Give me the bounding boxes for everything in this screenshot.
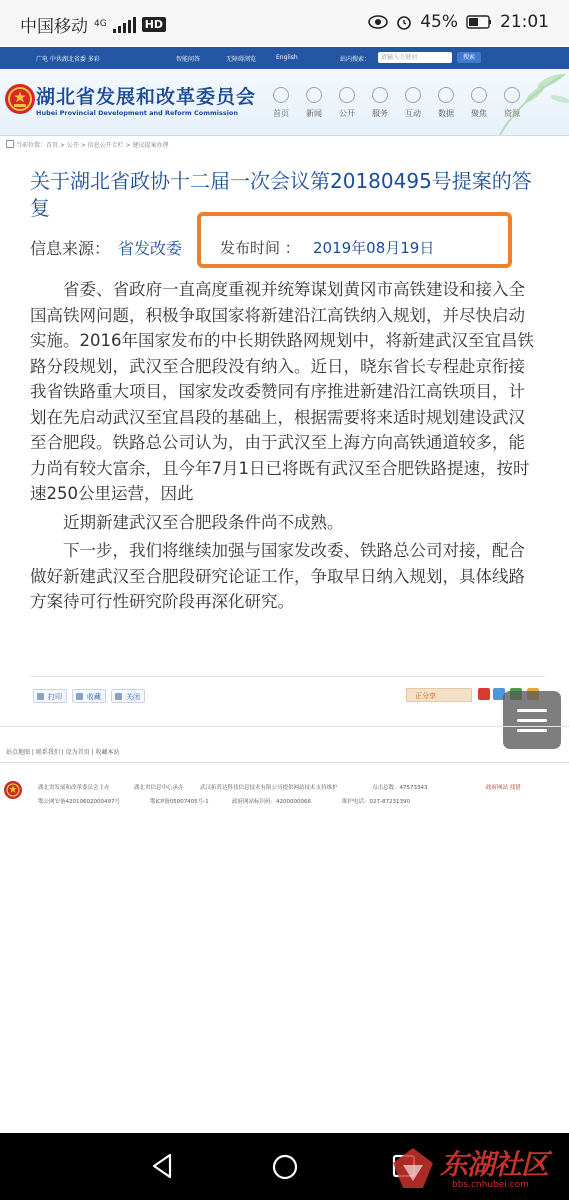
print-button[interactable]: 打印 — [33, 689, 67, 703]
close-button[interactable]: 关闭 — [111, 689, 145, 703]
forum-logo-icon — [388, 1143, 438, 1193]
national-emblem-icon — [4, 82, 36, 116]
top-link-accessibility[interactable]: 无障碍浏览 — [226, 56, 257, 63]
favorite-button[interactable]: 收藏 — [72, 689, 106, 703]
footer-emblem-icon — [3, 778, 23, 802]
nav-service[interactable]: 服务 — [365, 87, 395, 119]
weibo-share-icon[interactable] — [478, 688, 490, 700]
divider — [0, 726, 569, 727]
share-button[interactable]: 正分享 — [406, 688, 472, 702]
nav-focus[interactable]: 聚焦 — [464, 87, 494, 119]
article-body — [30, 277, 535, 615]
footer-text: 湖北省信息中心承办 — [134, 785, 184, 791]
site-title-en: Hubei Provincial Development and Reform Commission — [36, 109, 239, 117]
battery-icon — [466, 15, 492, 29]
network-type: 4G — [94, 19, 107, 29]
footer-text: 政府网站标识码：4200000066 — [232, 799, 311, 805]
floating-menu-button[interactable] — [503, 691, 561, 749]
divider — [0, 762, 569, 763]
source-label: 信息来源： — [30, 239, 111, 258]
eye-icon — [368, 15, 388, 29]
footer-text[interactable]: 鄂ICP备05007405号-1 — [150, 799, 209, 805]
nav-resource[interactable]: 资源 — [497, 87, 527, 119]
status-left — [20, 12, 166, 37]
footer-text: 湖北省发展和改革委员会主办 — [38, 785, 110, 791]
alarm-icon — [396, 14, 412, 30]
top-left-text[interactable]: 广电 中共湖北省委 多彩 — [36, 56, 100, 63]
nav-interact[interactable]: 互动 — [398, 87, 428, 119]
back-icon[interactable] — [150, 1153, 174, 1179]
search-input[interactable]: 请输入关键词 — [378, 52, 452, 63]
publish-time-label: 发布时间 ： — [220, 239, 300, 257]
footer-text: 点击总数：47573343 — [372, 785, 428, 791]
article-title: 关于湖北省政协十二届一次会议第20180495号提案的答复 — [30, 169, 532, 220]
footer-text: 武汉拓普达科技信息技术有限公司提供网站技术支持维护 — [200, 785, 338, 791]
home-icon — [273, 87, 289, 103]
data-icon — [438, 87, 454, 103]
hd-badge: HD — [142, 17, 166, 32]
article-paragraph: 省委、省政府一直高度重视并统筹谋划黄冈市高铁建设和接入全国高铁网问题，积极争取国家将新建沿江高铁纳入规划，并尽快启动实施。2016年国家发布的中长期铁路网规划中，将新建武汉至宜昌铁路分段规划，武汉至合肥段没有纳入。近日，晓东省长专程赴京衔接我省铁路重大项目，国家发改委赞同有序推进新建沿江高铁项目，计划在先启动武汉至宜昌段的基础上，根据需要将来适时规划建设武汉至合肥段。铁路总公司认为，由于武汉至上海方向高铁通道较多，能力尚有较大富余，且今年7月1日已将既有武汉至合肥铁路提速，按时速250公里运营，因此 — [30, 280, 534, 503]
nav-public[interactable]: 公开 — [332, 87, 362, 119]
search-label: 站内搜索： — [340, 56, 371, 63]
divider — [30, 676, 545, 677]
home-icon — [6, 140, 14, 148]
site-top-bar — [0, 47, 569, 69]
home-circle-icon[interactable] — [271, 1153, 299, 1181]
article-paragraph: 下一步，我们将继续加强与国家发改委、铁路总公司对接，配合做好新建武汉至合肥段研究论证工作，争取早日纳入规划，具体线路方案待可行性研究阶段再深化研究。 — [30, 541, 525, 611]
status-right — [368, 12, 549, 32]
battery-percent: 45% — [420, 12, 458, 32]
bamboo-decoration-icon — [480, 69, 569, 135]
publish-time-value: 2019年08月19日 — [313, 239, 435, 257]
footer-text[interactable]: 鄂公网安备42010602000497号 — [38, 799, 120, 805]
top-link-qa[interactable]: 智能问答 — [176, 56, 201, 63]
site-title[interactable]: 湖北省发展和改革委员会 — [36, 86, 257, 108]
nav-home[interactable]: 首页 — [266, 87, 296, 119]
search-button[interactable]: 搜索 — [457, 52, 481, 63]
chat-icon — [405, 87, 421, 103]
carrier-name: 中国移动 — [20, 17, 88, 37]
news-icon — [306, 87, 322, 103]
nav-data[interactable]: 数据 — [431, 87, 461, 119]
breadcrumb: 当前位置：首页 > 公开 > 信息公开专栏 > 建议提案办理 — [6, 140, 169, 149]
footer-links[interactable]: 站点地图 | 联系我们 | 设为首页 | 收藏本站 — [6, 749, 120, 756]
gov-site-badge[interactable]: 政府网站 找错 — [486, 785, 521, 791]
footer-text: 维护电话：027-87231390 — [342, 799, 410, 805]
source-value: 省发改委 — [118, 239, 183, 258]
signal-icon — [113, 17, 136, 33]
menu-icon — [517, 709, 547, 712]
watermark-url: bbs.cnhubei.com — [452, 1180, 529, 1190]
status-bar — [0, 0, 569, 46]
nav-news[interactable]: 新闻 — [299, 87, 329, 119]
eye-icon — [339, 87, 355, 103]
article-paragraph: 近期新建武汉至合肥段条件尚不成熟。 — [63, 512, 344, 532]
service-icon — [372, 87, 388, 103]
clock-time: 21:01 — [500, 12, 549, 32]
top-link-english[interactable]: English — [276, 54, 298, 61]
watermark-logo-text: 东湖社区 — [440, 1148, 549, 1181]
